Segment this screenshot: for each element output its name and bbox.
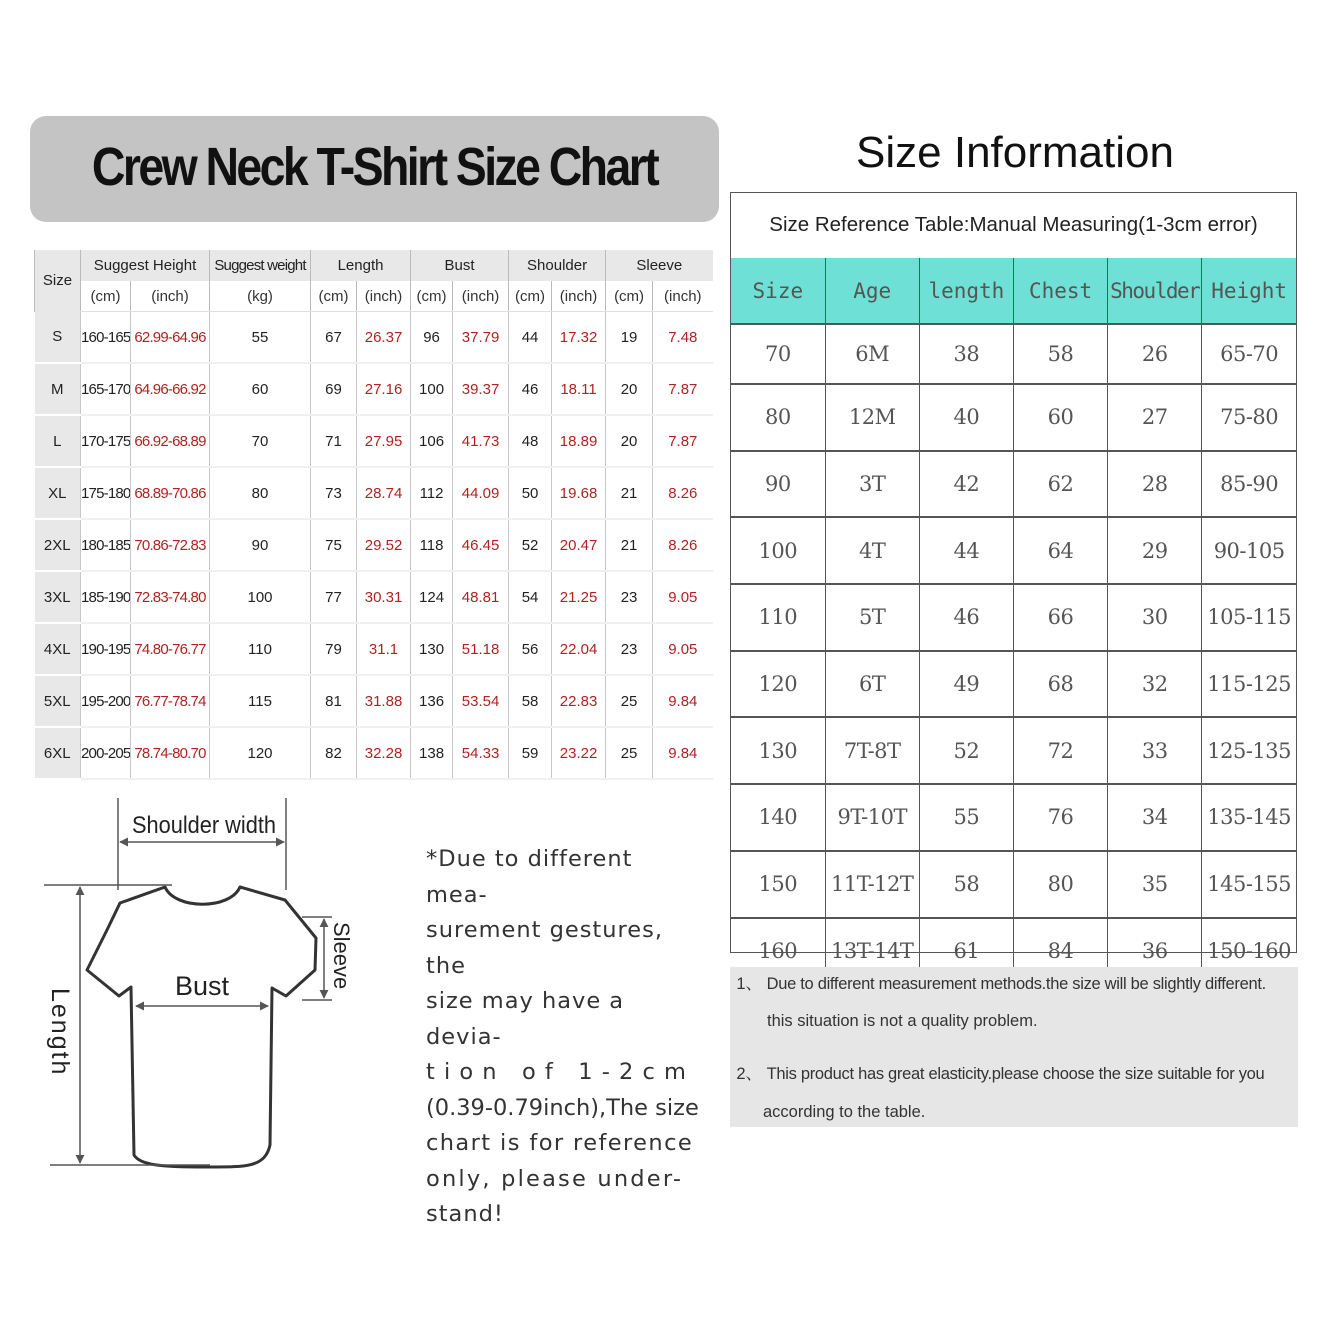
table-cell: 5T xyxy=(825,584,919,651)
kids-size-table xyxy=(731,258,1296,983)
table-cell: 23.22 xyxy=(552,727,606,779)
shoulder-header: Shoulder xyxy=(509,250,606,281)
table-cell: 55 xyxy=(210,312,311,364)
table-cell: 68.89-70.86 xyxy=(131,467,210,519)
unit-header: (cm) xyxy=(81,281,131,312)
table-cell: 51.18 xyxy=(453,623,509,675)
unit-header: (kg) xyxy=(210,281,311,312)
table-cell: 44.09 xyxy=(453,467,509,519)
table-cell: 68 xyxy=(1013,651,1107,718)
unit-header: (cm) xyxy=(411,281,453,312)
measurement-note xyxy=(426,842,701,1233)
title-banner xyxy=(30,116,719,222)
col-header-shoulder: Shoulder xyxy=(1108,258,1202,324)
size-cell: 5XL xyxy=(35,675,81,727)
note-line: (0.39-0.79inch),The size xyxy=(426,1094,699,1121)
size-cell: 2XL xyxy=(35,519,81,571)
unit-header: (inch) xyxy=(453,281,509,312)
table-cell: 195-200 xyxy=(81,675,131,727)
table-cell: 100 xyxy=(411,363,453,415)
note-line: surement gestures, the xyxy=(426,917,663,979)
table-cell: 74.80-76.77 xyxy=(131,623,210,675)
table-cell: 7.87 xyxy=(653,363,713,415)
kids-size-panel xyxy=(730,192,1297,963)
table-cell: 31.1 xyxy=(357,623,411,675)
table-row xyxy=(731,451,1296,518)
table-cell: 65-70 xyxy=(1202,324,1296,384)
table-cell: 9.84 xyxy=(653,727,713,779)
table-cell: 8.26 xyxy=(653,519,713,571)
footnote-2: 2、 This product has great elasticity.please choose the size suitable for you xyxy=(736,1065,1265,1083)
table-cell: 9.84 xyxy=(653,675,713,727)
table-cell: 81 xyxy=(311,675,357,727)
table-row xyxy=(731,517,1296,584)
table-cell: 124 xyxy=(411,571,453,623)
table-cell: 23 xyxy=(606,571,653,623)
table-row xyxy=(731,851,1296,918)
table-cell: 21 xyxy=(606,519,653,571)
table-cell: 36 xyxy=(1108,918,1202,984)
tshirt-outline xyxy=(87,887,316,1167)
table-cell: 115 xyxy=(210,675,311,727)
table-cell: 28.74 xyxy=(357,467,411,519)
table-cell: 31.88 xyxy=(357,675,411,727)
table-cell: 85-90 xyxy=(1202,451,1296,518)
table-cell: 64 xyxy=(1013,517,1107,584)
table-cell: 76.77-78.74 xyxy=(131,675,210,727)
col-header-height: Height xyxy=(1202,258,1296,324)
table-cell: 55 xyxy=(919,784,1013,851)
size-cell: L xyxy=(35,415,81,467)
reference-caption: Size Reference Table:Manual Measuring(1-3cm error) xyxy=(769,213,1258,236)
table-cell: 60 xyxy=(210,363,311,415)
table-cell: 90-105 xyxy=(1202,517,1296,584)
table-cell: 50 xyxy=(509,467,552,519)
table-cell: 200-205 xyxy=(81,727,131,779)
table-cell: 80 xyxy=(1013,851,1107,918)
table-row xyxy=(35,415,713,467)
size-cell: 150 xyxy=(731,851,825,918)
size-cell: 6XL xyxy=(35,727,81,779)
table-cell: 7.87 xyxy=(653,415,713,467)
footnote-2-cont: according to the table. xyxy=(763,1103,926,1121)
table-cell: 41.73 xyxy=(453,415,509,467)
table-cell: 46.45 xyxy=(453,519,509,571)
size-cell: 120 xyxy=(731,651,825,718)
table-cell: 11T-12T xyxy=(825,851,919,918)
table-cell: 120 xyxy=(210,727,311,779)
col-header-length: length xyxy=(919,258,1013,324)
table-cell: 62.99-64.96 xyxy=(131,312,210,364)
table-row xyxy=(35,312,713,364)
table-cell: 40 xyxy=(919,384,1013,451)
note-line: *Due to different mea- xyxy=(426,846,633,908)
table-cell: 105-115 xyxy=(1202,584,1296,651)
footnote-1-cont: this situation is not a quality problem. xyxy=(767,1012,1038,1030)
size-cell: 70 xyxy=(764,342,791,366)
table-row xyxy=(731,384,1296,451)
table-cell: 56 xyxy=(509,623,552,675)
table-row xyxy=(35,571,713,623)
table-cell: 100 xyxy=(210,571,311,623)
note-line: chart is for reference xyxy=(426,1130,694,1156)
table-cell: 67 xyxy=(311,312,357,364)
size-cell: 80 xyxy=(731,384,825,451)
table-cell: 20.47 xyxy=(552,519,606,571)
table-cell: 130 xyxy=(411,623,453,675)
unit-header: (cm) xyxy=(311,281,357,312)
table-cell: 28 xyxy=(1108,451,1202,518)
table-cell: 125-135 xyxy=(1202,717,1296,784)
unit-header: (inch) xyxy=(552,281,606,312)
table-cell: 37.79 xyxy=(453,312,509,364)
table-cell: 165-170 xyxy=(81,363,131,415)
table-cell: 29 xyxy=(1108,517,1202,584)
table-cell: 22.04 xyxy=(552,623,606,675)
table-row xyxy=(35,623,713,675)
table-cell: 25 xyxy=(606,727,653,779)
length-label: Length xyxy=(46,988,74,1077)
table-cell: 135-145 xyxy=(1202,784,1296,851)
table-cell: 19.68 xyxy=(552,467,606,519)
table-cell: 64.96-66.92 xyxy=(131,363,210,415)
note-line: only, please under- xyxy=(426,1165,684,1192)
size-cell: XL xyxy=(35,467,81,519)
table-cell: 58 xyxy=(1013,324,1107,384)
unit-header: (inch) xyxy=(357,281,411,312)
table-cell: 52 xyxy=(509,519,552,571)
table-row xyxy=(731,717,1296,784)
table-cell: 34 xyxy=(1108,784,1202,851)
table-row xyxy=(35,519,713,571)
bust-header: Bust xyxy=(411,250,509,281)
col-header-size: Size xyxy=(731,258,825,324)
table-cell: 185-190 xyxy=(81,571,131,623)
unit-header: (cm) xyxy=(606,281,653,312)
table-cell: 136 xyxy=(411,675,453,727)
table-cell: 72.83-74.80 xyxy=(131,571,210,623)
note-line: stand! xyxy=(426,1201,504,1227)
table-cell: 70 xyxy=(210,415,311,467)
size-information-title: Size Information xyxy=(856,128,1174,177)
sleeve-header: Sleeve xyxy=(606,250,713,281)
table-cell: 71 xyxy=(311,415,357,467)
size-cell: 4XL xyxy=(35,623,81,675)
table-cell: 13T-14T xyxy=(825,918,919,984)
table-cell: 110 xyxy=(210,623,311,675)
table-cell: 6M xyxy=(825,324,919,384)
table-cell: 27.95 xyxy=(357,415,411,467)
height-header: Suggest Height xyxy=(81,250,210,281)
table-cell: 106 xyxy=(411,415,453,467)
unit-header: (inch) xyxy=(653,281,713,312)
table-cell: 66 xyxy=(1013,584,1107,651)
table-cell: 27.16 xyxy=(357,363,411,415)
table-cell: 3T xyxy=(825,451,919,518)
table-cell: 26.37 xyxy=(357,312,411,364)
note-line: size may have a devia- xyxy=(426,988,625,1050)
table-row xyxy=(35,675,713,727)
unit-header: (cm) xyxy=(509,281,552,312)
table-cell: 170-175 xyxy=(81,415,131,467)
table-cell: 44 xyxy=(919,517,1013,584)
table-cell: 48.81 xyxy=(453,571,509,623)
table-cell: 26 xyxy=(1108,324,1202,384)
table-cell: 52 xyxy=(919,717,1013,784)
table-cell: 58 xyxy=(919,851,1013,918)
table-cell: 69 xyxy=(311,363,357,415)
length-header: Length xyxy=(311,250,411,281)
table-cell: 8.26 xyxy=(653,467,713,519)
table-cell: 90 xyxy=(210,519,311,571)
table-cell: 145-155 xyxy=(1202,851,1296,918)
table-cell: 9.05 xyxy=(653,623,713,675)
table-cell: 175-180 xyxy=(81,467,131,519)
table-cell: 19 xyxy=(606,312,653,364)
note-line: t i o n o f 1 - 2 c m xyxy=(426,1059,687,1085)
table-cell: 48 xyxy=(509,415,552,467)
table-row xyxy=(731,584,1296,651)
table-cell: 96 xyxy=(411,312,453,364)
table-cell: 17.32 xyxy=(552,312,606,364)
weight-header: Suggest weight xyxy=(210,250,311,281)
table-cell: 4T xyxy=(825,517,919,584)
table-cell: 54 xyxy=(509,571,552,623)
table-cell: 9.05 xyxy=(653,571,713,623)
table-cell: 76 xyxy=(1013,784,1107,851)
table-cell: 72 xyxy=(1013,717,1107,784)
size-cell: 160 xyxy=(731,918,825,984)
table-cell: 150-160 xyxy=(1202,918,1296,984)
table-cell: 79 xyxy=(311,623,357,675)
table-cell: 77 xyxy=(311,571,357,623)
table-cell: 118 xyxy=(411,519,453,571)
size-header: Size xyxy=(35,250,81,312)
bust-label: Bust xyxy=(175,971,230,1001)
table-row xyxy=(731,651,1296,718)
table-cell: 7T-8T xyxy=(825,717,919,784)
table-cell: 82 xyxy=(311,727,357,779)
unit-header: (inch) xyxy=(131,281,210,312)
size-cell: 100 xyxy=(731,517,825,584)
table-cell: 27 xyxy=(1108,384,1202,451)
table-cell: 32.28 xyxy=(357,727,411,779)
table-cell: 29.52 xyxy=(357,519,411,571)
size-cell: S xyxy=(35,312,81,364)
footnotes xyxy=(730,967,1298,1127)
table-cell: 20 xyxy=(606,415,653,467)
table-cell: 59 xyxy=(509,727,552,779)
table-cell: 73 xyxy=(311,467,357,519)
table-cell: 115-125 xyxy=(1202,651,1296,718)
table-cell: 58 xyxy=(509,675,552,727)
table-row xyxy=(731,324,1296,384)
size-cell: 130 xyxy=(731,717,825,784)
col-header-age: Age xyxy=(825,258,919,324)
table-cell: 21 xyxy=(606,467,653,519)
table-cell: 39.37 xyxy=(453,363,509,415)
size-cell: 90 xyxy=(731,451,825,518)
tshirt-diagram xyxy=(40,790,380,1180)
table-row xyxy=(35,363,713,415)
table-cell: 32 xyxy=(1108,651,1202,718)
table-cell: 20 xyxy=(606,363,653,415)
table-row xyxy=(731,784,1296,851)
table-cell: 46 xyxy=(919,584,1013,651)
size-cell: 3XL xyxy=(35,571,81,623)
footnote-1: 1、 Due to different measurement methods.the size will be slightly different. xyxy=(736,975,1266,993)
table-cell: 21.25 xyxy=(552,571,606,623)
table-cell: 38 xyxy=(919,324,1013,384)
table-cell: 33 xyxy=(1108,717,1202,784)
table-cell: 78.74-80.70 xyxy=(131,727,210,779)
table-cell: 60 xyxy=(1013,384,1107,451)
table-cell: 112 xyxy=(411,467,453,519)
table-cell: 160-165 xyxy=(81,312,131,364)
table-cell: 30 xyxy=(1108,584,1202,651)
table-cell: 54.33 xyxy=(453,727,509,779)
table-cell: 66.92-68.89 xyxy=(131,415,210,467)
table-cell: 75 xyxy=(311,519,357,571)
table-cell: 18.89 xyxy=(552,415,606,467)
shoulder-width-label: Shoulder width xyxy=(132,812,276,839)
table-cell: 70.86-72.83 xyxy=(131,519,210,571)
sleeve-label: Sleeve xyxy=(329,922,354,990)
table-cell: 80 xyxy=(210,467,311,519)
table-cell: 62 xyxy=(1013,451,1107,518)
table-cell: 44 xyxy=(509,312,552,364)
table-cell: 84 xyxy=(1013,918,1107,984)
table-cell: 46 xyxy=(509,363,552,415)
table-cell: 75-80 xyxy=(1202,384,1296,451)
table-cell: 49 xyxy=(919,651,1013,718)
table-cell: 61 xyxy=(919,918,1013,984)
adult-size-table xyxy=(34,250,713,780)
table-cell: 18.11 xyxy=(552,363,606,415)
size-cell: M xyxy=(35,363,81,415)
table-cell: 42 xyxy=(919,451,1013,518)
table-cell: 35 xyxy=(1108,851,1202,918)
table-row xyxy=(35,467,713,519)
table-cell: 9T-10T xyxy=(825,784,919,851)
table-cell: 6T xyxy=(825,651,919,718)
col-header-chest: Chest xyxy=(1013,258,1107,324)
table-cell: 180-185 xyxy=(81,519,131,571)
table-cell: 22.83 xyxy=(552,675,606,727)
table-cell: 12M xyxy=(825,384,919,451)
table-cell: 30.31 xyxy=(357,571,411,623)
table-cell: 25 xyxy=(606,675,653,727)
table-cell: 190-195 xyxy=(81,623,131,675)
table-cell: 7.48 xyxy=(653,312,713,364)
size-cell: 140 xyxy=(731,784,825,851)
page-title: Crew Neck T-Shirt Size Chart xyxy=(91,137,658,197)
table-cell: 23 xyxy=(606,623,653,675)
table-row xyxy=(35,727,713,779)
table-cell: 138 xyxy=(411,727,453,779)
table-cell: 53.54 xyxy=(453,675,509,727)
size-cell: 110 xyxy=(731,584,825,651)
